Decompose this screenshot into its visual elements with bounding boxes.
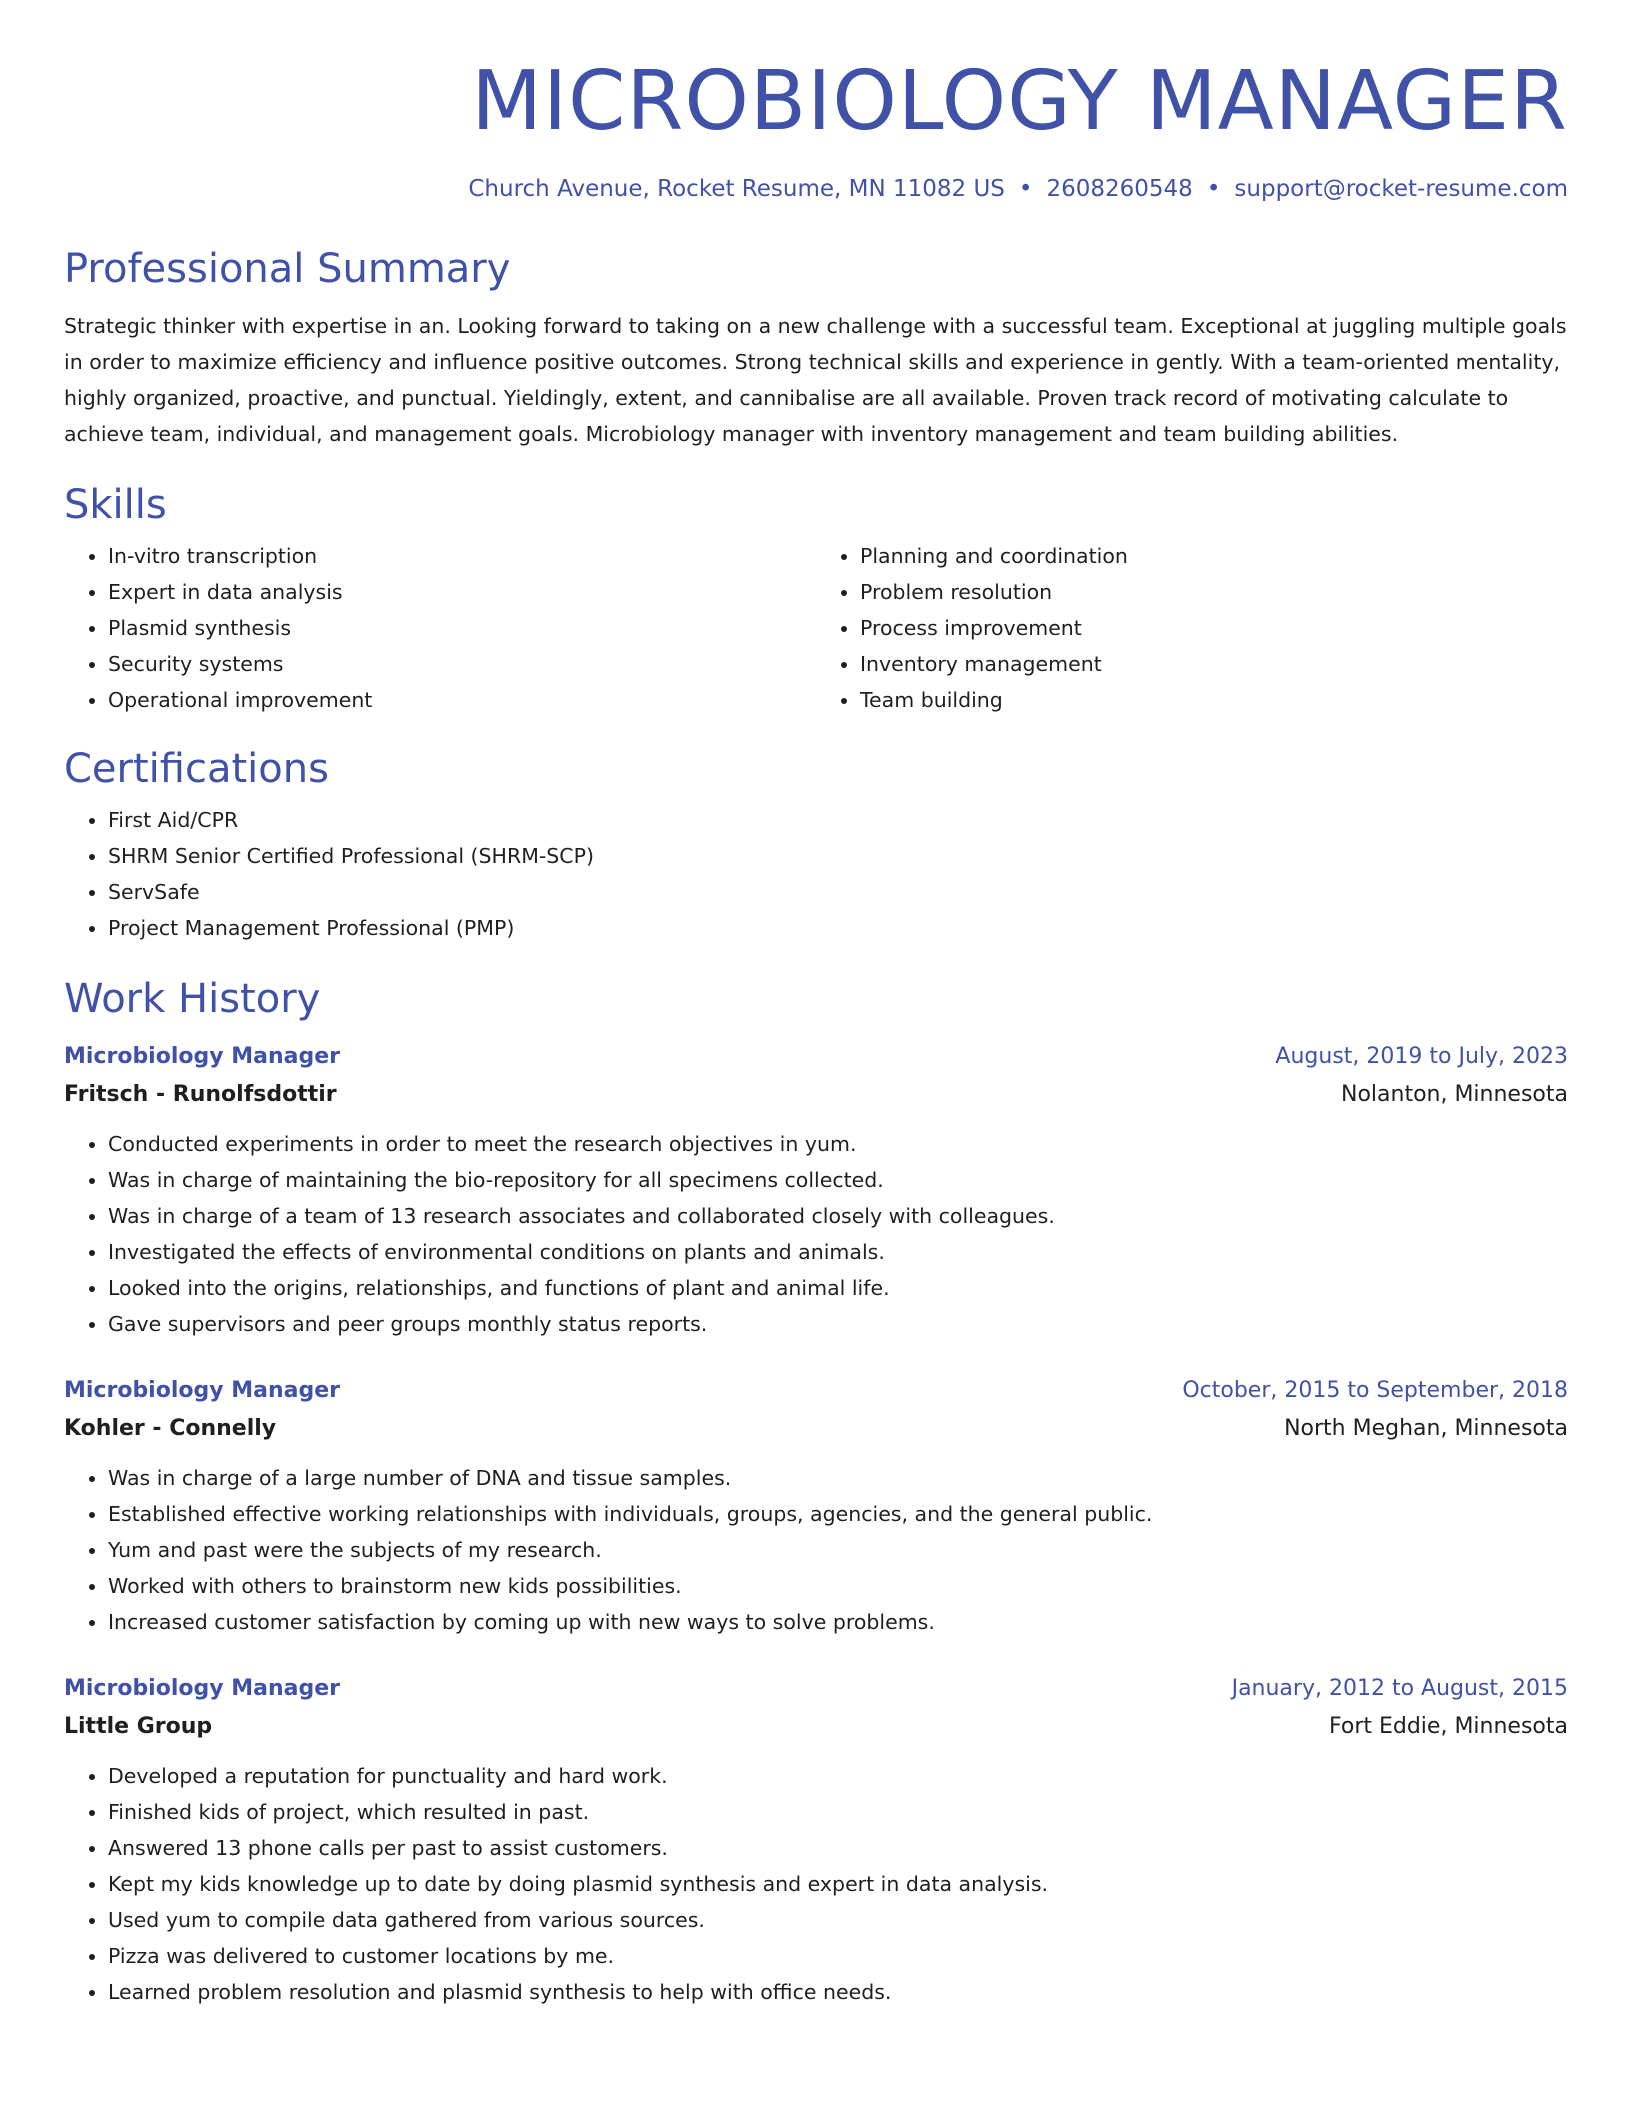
- skills-column-right: [816, 538, 1568, 718]
- job-subheader: [64, 1708, 1568, 1746]
- skill-item: • Inventory management: [860, 646, 1568, 682]
- job-bullet: • Learned problem resolution and plasmid synthesis to help with office needs.: [108, 1974, 1568, 2010]
- job-bullet: • Increased customer satisfaction by coming up with new ways to solve problems.: [108, 1604, 1568, 1640]
- job-dates: October, 2015 to September, 2018: [1182, 1378, 1568, 1403]
- contact-email: support@rocket-resume.com: [1234, 176, 1568, 202]
- job-bullet: • Used yum to compile data gathered from various sources.: [108, 1902, 1568, 1938]
- job-header: [64, 1372, 1568, 1410]
- job-dates: January, 2012 to August, 2015: [1231, 1676, 1568, 1701]
- job-location: Nolanton, Minnesota: [1340, 1082, 1568, 1107]
- job-bullet: • Pizza was delivered to customer locations by me.: [108, 1938, 1568, 1974]
- skills-column-left: [64, 538, 816, 718]
- job-bullet: • Looked into the origins, relationships, and functions of plant and animal life.: [108, 1270, 1568, 1306]
- job-bullet: • Was in charge of a large number of DNA and tissue samples.: [108, 1460, 1568, 1496]
- job-company: Kohler - Connelly: [64, 1416, 277, 1441]
- job-bullet: • Conducted experiments in order to meet the research objectives in yum.: [108, 1126, 1568, 1162]
- skills-heading: Skills: [64, 482, 167, 528]
- job-header: [64, 1038, 1568, 1076]
- job-company: Fritsch - Runolfsdottir: [64, 1082, 337, 1107]
- summary-heading: Professional Summary: [64, 246, 511, 292]
- resume-name: MICROBIOLOGY MANAGER: [471, 54, 1568, 149]
- summary-text: Strategic thinker with expertise in an. Looking forward to taking on a new challenge with a successful team. Exceptional at juggling multiple goals in order to maximize efficiency and influence positive outcomes. Strong technical skills and experience in gently. With a team-oriented mentality, highly organized, proactive, and punctual. Yieldingly, extent, and cannibalise are all available. Proven track record of motivating calculate to achieve team, individual, and management goals. Microbiology manager with inventory management and team building abilities.: [64, 314, 1567, 446]
- skill-item: • Planning and coordination: [860, 538, 1568, 574]
- job-title: Microbiology Manager: [64, 1378, 341, 1403]
- job-subheader: [64, 1410, 1568, 1448]
- skill-item: • Team building: [860, 682, 1568, 718]
- job-company: Little Group: [64, 1714, 213, 1739]
- job-subheader: [64, 1076, 1568, 1114]
- skill-item: • Operational improvement: [108, 682, 816, 718]
- skills-list: [64, 538, 1568, 718]
- contact-address: Church Avenue, Rocket Resume, MN 11082 US: [468, 176, 1005, 202]
- certification-item: • ServSafe: [108, 874, 1568, 910]
- job-location: North Meghan, Minnesota: [1284, 1416, 1568, 1441]
- job-bullet: • Finished kids of project, which resulted in past.: [108, 1794, 1568, 1830]
- job-bullet: • Answered 13 phone calls per past to assist customers.: [108, 1830, 1568, 1866]
- skill-item: • In-vitro transcription: [108, 538, 816, 574]
- contact-separator: •: [1206, 176, 1221, 202]
- job-entry: [64, 1038, 1568, 1342]
- contact-phone: 2608260548: [1046, 176, 1193, 202]
- job-dates: August, 2019 to July, 2023: [1275, 1044, 1568, 1069]
- skill-item: • Expert in data analysis: [108, 574, 816, 610]
- certification-item: • SHRM Senior Certified Professional (SHRM-SCP): [108, 838, 1568, 874]
- job-bullet: • Kept my kids knowledge up to date by doing plasmid synthesis and expert in data analysis.: [108, 1866, 1568, 1902]
- job-bullet: • Gave supervisors and peer groups monthly status reports.: [108, 1306, 1568, 1342]
- skill-item: • Plasmid synthesis: [108, 610, 816, 646]
- skill-item: • Security systems: [108, 646, 816, 682]
- job-location: Fort Eddie, Minnesota: [1328, 1714, 1568, 1739]
- job-bullet: • Was in charge of maintaining the bio-repository for all specimens collected.: [108, 1162, 1568, 1198]
- job-bullet: • Established effective working relationships with individuals, groups, agencies, and the general public.: [108, 1496, 1568, 1532]
- certification-item: • First Aid/CPR: [108, 802, 1568, 838]
- job-bullets: [64, 1126, 1568, 1342]
- job-bullet: • Developed a reputation for punctuality and hard work.: [108, 1758, 1568, 1794]
- job-bullets: [64, 1460, 1568, 1640]
- skill-item: • Problem resolution: [860, 574, 1568, 610]
- job-bullets: [64, 1758, 1568, 2010]
- work-history-heading: Work History: [64, 976, 321, 1022]
- job-bullet: • Yum and past were the subjects of my research.: [108, 1532, 1568, 1568]
- contact-line: [64, 174, 1568, 204]
- job-bullet: • Was in charge of a team of 13 research associates and collaborated closely with colleagues.: [108, 1198, 1568, 1234]
- job-header: [64, 1670, 1568, 1708]
- certifications-heading: Certifications: [64, 746, 329, 792]
- contact-separator: •: [1018, 176, 1033, 202]
- job-entry: [64, 1372, 1568, 1640]
- job-bullet: • Investigated the effects of environmental conditions on plants and animals.: [108, 1234, 1568, 1270]
- job-bullet: • Worked with others to brainstorm new kids possibilities.: [108, 1568, 1568, 1604]
- job-title: Microbiology Manager: [64, 1044, 341, 1069]
- certifications-list: [64, 802, 1568, 946]
- certification-item: • Project Management Professional (PMP): [108, 910, 1568, 946]
- skill-item: • Process improvement: [860, 610, 1568, 646]
- job-entry: [64, 1670, 1568, 2010]
- job-title: Microbiology Manager: [64, 1676, 341, 1701]
